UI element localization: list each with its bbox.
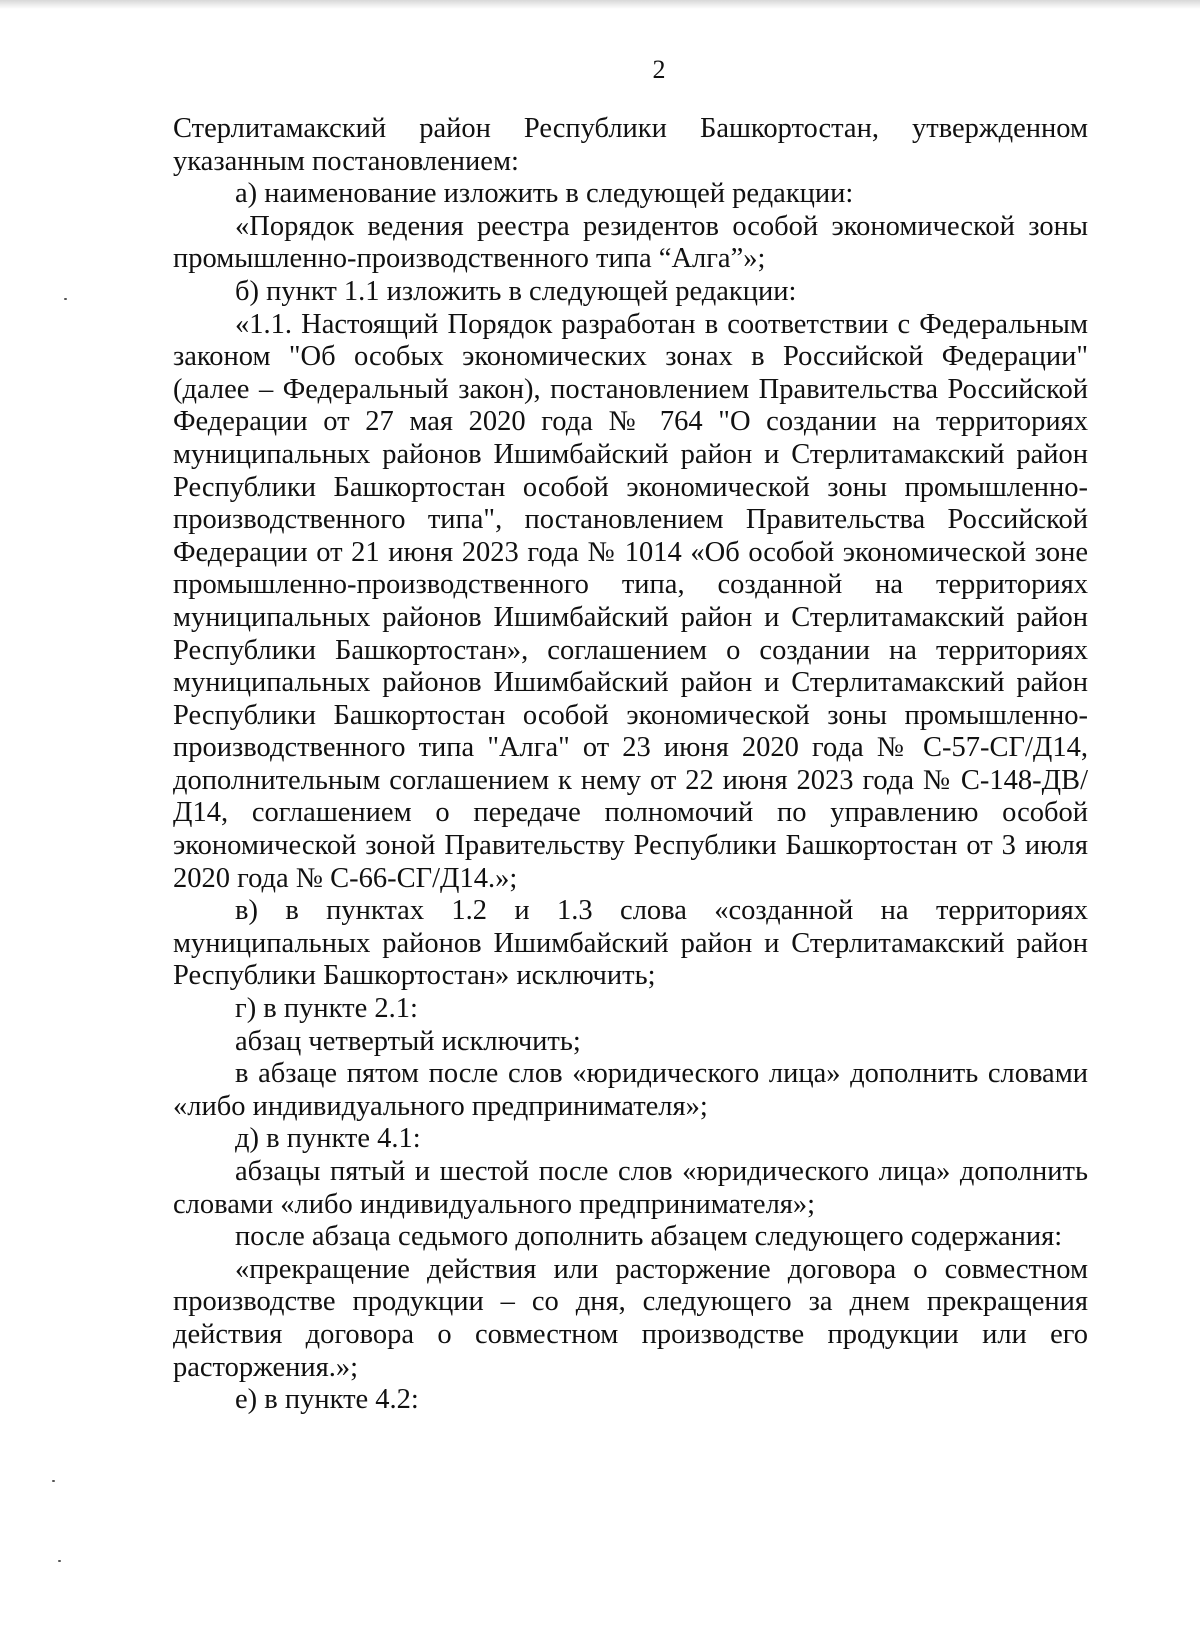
paragraph-add-after-seventh: после абзаца седьмого дополнить абзацем следующего содержания:: [235, 1221, 1063, 1253]
paragraph-continuation: Стерлитамакский район Республики Башкортостан, утвержденном указанным постановлением:: [173, 113, 1088, 177]
paragraph-item-v: в) в пунктах 1.2 и 1.3 слова «созданной на территориях муниципальных районов Ишимбайский район и Стерлитамакский район Республики Башкортостан» исключить;: [173, 895, 1088, 992]
document-body: [173, 113, 1088, 1417]
paragraph-amend-fifth-sixth: абзацы пятый и шестой после слов «юридического лица» дополнить словами «либо индивидуального предпринимателя»;: [173, 1156, 1088, 1220]
paragraph-delete-fourth: абзац четвертый исключить;: [235, 1025, 581, 1057]
paragraph-new-title: «Порядок ведения реестра резидентов особой экономической зоны промышленно-производственного типа “Алга”»;: [173, 210, 1088, 275]
paragraph-item-a: а) наименование изложить в следующей редакции:: [235, 178, 854, 210]
scan-edge-shadow: [0, 0, 1200, 9]
scan-speck: [64, 298, 67, 300]
paragraph-item-b: б) пункт 1.1 изложить в следующей редакции:: [235, 275, 797, 307]
scan-speck: [52, 1480, 55, 1482]
scan-speck: [58, 1560, 61, 1562]
paragraph-clause-1-1: «1.1. Настоящий Порядок разработан в соответствии с Федеральным законом "Об особых экономических зонах в Российской Федерации" (далее – Федеральный закон), постановлением Правительства Российской Федерации от 27 мая 2020 года № 764 "О создании на территориях муниципальных районов Ишимбайский район и Стерлитамакский район Республики Башкортостан особой экономической зоны промышленно-производственного типа", постановлением Правительства Российской Федерации от 21 июня 2023 года № 1014 «Об особой экономической зоне промышленно-производственного типа, созданной на территориях муниципальных районов Ишимбайский район и Стерлитамакский район Республики Башкортостан», соглашением о создании на территориях муниципальных районов Ишимбайский район и Стерлитамакский район Республики Башкортостан особой экономической зоны промышленно-производственного типа "Алга" от 23 июня 2020 года № С-57-СГ/Д14, дополнительным соглашением к нему от 22 июня 2023 года № С-148-ДВ/Д14, соглашением о передаче полномочий по управлению особой экономической зоной Правительству Республики Башкортостан от 3 июля 2020 года № С-66-СГ/Д14.»;: [173, 308, 1088, 894]
paragraph-new-text: «прекращение действия или расторжение договора о совместном производстве продукции – со дня, следующего за днем прекращения действия договора о совместном производстве продукции или его расторжения.»;: [173, 1253, 1088, 1383]
paragraph-item-g: г) в пункте 2.1:: [235, 993, 418, 1025]
paragraph-item-e: е) в пункте 4.2:: [235, 1384, 419, 1416]
paragraph-amend-fifth: в абзаце пятом после слов «юридического лица» дополнить словами «либо индивидуального предпринимателя»;: [173, 1058, 1088, 1122]
paragraph-item-d: д) в пункте 4.1:: [235, 1123, 421, 1155]
page-number: 2: [652, 55, 666, 84]
